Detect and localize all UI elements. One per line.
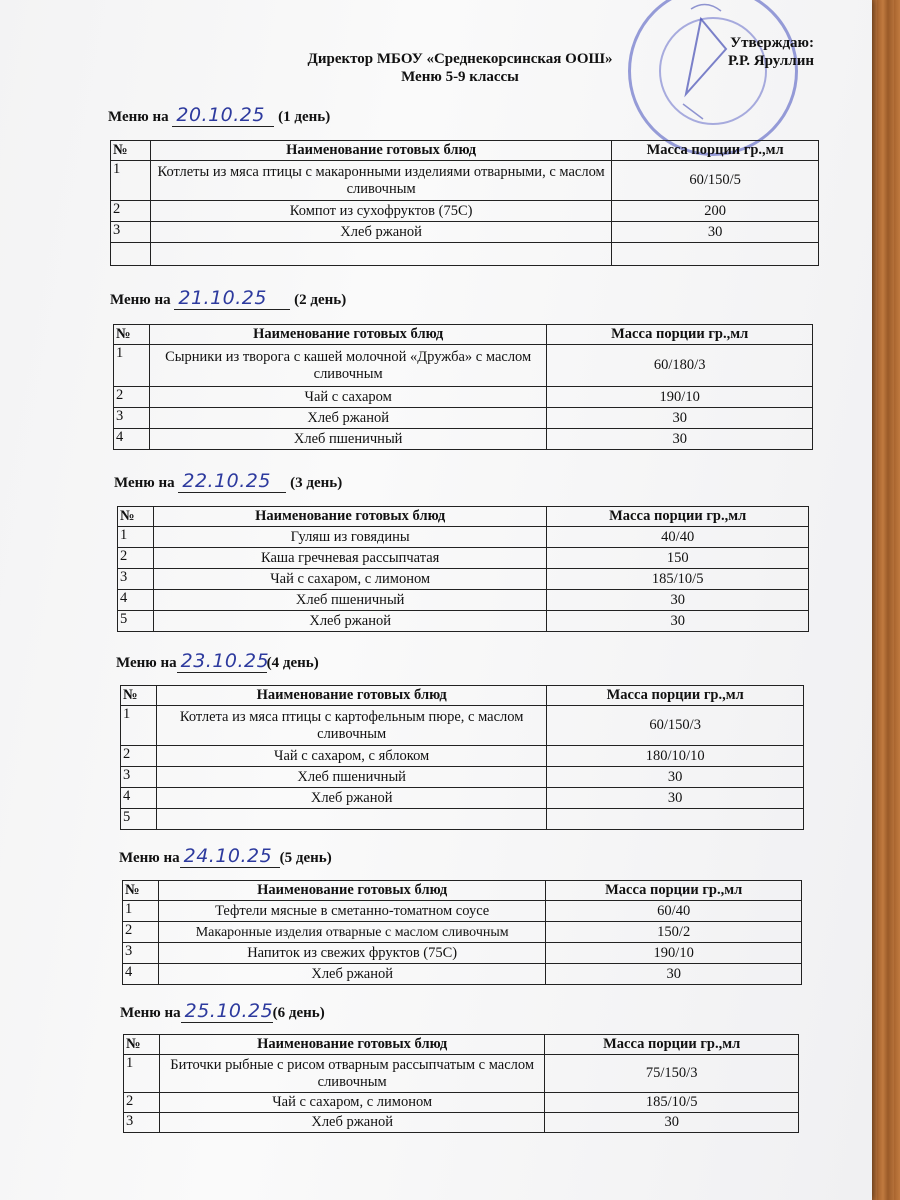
row-mass: 30: [547, 408, 813, 429]
row-num: 2: [114, 387, 150, 408]
menu-day-3-label: [114, 470, 342, 493]
table-row: [114, 429, 813, 450]
row-mass: 30: [547, 788, 804, 809]
row-dish: Чай с сахаром, с яблоком: [156, 746, 546, 767]
table-row: [121, 788, 804, 809]
table-row: [111, 243, 819, 266]
row-num: 4: [118, 590, 154, 611]
menu-table-day-1: [110, 140, 819, 266]
row-num: 2: [123, 922, 159, 943]
row-num: 1: [114, 345, 150, 387]
row-mass: [612, 243, 819, 266]
menu-prefix: Меню на: [114, 475, 175, 491]
row-num: 1: [118, 527, 154, 548]
menu-date: 23.10.25: [177, 650, 267, 673]
table-row: [123, 964, 802, 985]
row-num: 3: [114, 408, 150, 429]
row-mass: 60/40: [546, 901, 802, 922]
menu-prefix: Меню на: [120, 1005, 181, 1021]
menu-day-4-label: [116, 650, 319, 673]
row-dish: Хлеб ржаной: [156, 788, 546, 809]
menu-date: 20.10.25: [172, 104, 274, 127]
row-dish: Хлеб ржаной: [158, 964, 545, 985]
table-row: [114, 408, 813, 429]
row-dish: Сырники из творога с кашей молочной «Дружба» с маслом сливочным: [149, 345, 546, 387]
row-num: 2: [121, 746, 157, 767]
col-mass-header: Масса порции гр.,мл: [547, 325, 813, 345]
menu-prefix: Меню на: [116, 655, 177, 671]
row-num: [111, 243, 151, 266]
table-header-row: [114, 325, 813, 345]
row-num: 4: [123, 964, 159, 985]
row-num: 2: [111, 201, 151, 222]
row-num: 3: [111, 222, 151, 243]
row-dish: Хлеб ржаной: [159, 1113, 544, 1133]
row-dish: Котлета из мяса птицы с картофельным пюре, с маслом сливочным: [156, 706, 546, 746]
row-dish: Чай с сахаром: [149, 387, 546, 408]
row-mass: 30: [612, 222, 819, 243]
row-mass: [547, 809, 804, 830]
table-row: [123, 922, 802, 943]
row-num: 2: [118, 548, 154, 569]
row-mass: 60/180/3: [547, 345, 813, 387]
table-row: [121, 809, 804, 830]
row-mass: 190/10: [547, 387, 813, 408]
col-name-header: Наименование готовых блюд: [158, 881, 545, 901]
menu-date: 22.10.25: [178, 470, 286, 493]
table-row: [123, 943, 802, 964]
class-subtitle: Меню 5-9 классы: [401, 69, 519, 85]
col-name-header: Наименование готовых блюд: [156, 686, 546, 706]
col-num-header: №: [111, 141, 151, 161]
row-dish: Хлеб пшеничный: [153, 590, 546, 611]
menu-table-day-2: [113, 324, 813, 450]
row-dish: Чай с сахаром, с лимоном: [153, 569, 546, 590]
row-mass: 150: [547, 548, 809, 569]
row-mass: 30: [545, 1113, 799, 1133]
row-mass: 185/10/5: [547, 569, 809, 590]
col-name-header: Наименование готовых блюд: [153, 507, 546, 527]
row-dish: Каша гречневая рассыпчатая: [153, 548, 546, 569]
row-num: 3: [123, 943, 159, 964]
menu-day: (6 день): [272, 1005, 325, 1021]
table-row: [124, 1113, 799, 1133]
col-mass-header: Масса порции гр.,мл: [545, 1035, 799, 1055]
row-dish: Хлеб ржаной: [150, 222, 611, 243]
director-line: Директор МБОУ «Среднекорсинская ООШ»: [307, 51, 613, 67]
col-num-header: №: [124, 1035, 160, 1055]
table-row: [118, 548, 809, 569]
row-mass: 40/40: [547, 527, 809, 548]
row-mass: 185/10/5: [545, 1093, 799, 1113]
row-dish: Хлеб ржаной: [149, 408, 546, 429]
table-row: [124, 1093, 799, 1113]
menu-day-2-label: [110, 287, 346, 310]
row-mass: 30: [547, 611, 809, 632]
table-row: [123, 901, 802, 922]
table-row: [121, 706, 804, 746]
table-row: [118, 569, 809, 590]
menu-date: 21.10.25: [174, 287, 290, 310]
document-title: [250, 50, 670, 86]
row-dish: Макаронные изделия отварные с маслом сливочным: [158, 922, 545, 943]
table-row: [114, 387, 813, 408]
row-mass: 150/2: [546, 922, 802, 943]
row-mass: 30: [547, 590, 809, 611]
menu-day: (1 день): [278, 109, 331, 125]
col-mass-header: Масса порции гр.,мл: [546, 881, 802, 901]
col-mass-header: Масса порции гр.,мл: [547, 507, 809, 527]
table-row: [118, 527, 809, 548]
col-name-header: Наименование готовых блюд: [150, 141, 611, 161]
row-num: 4: [114, 429, 150, 450]
row-dish: Хлеб пшеничный: [149, 429, 546, 450]
table-header-row: [118, 507, 809, 527]
row-num: 2: [124, 1093, 160, 1113]
menu-prefix: Меню на: [119, 850, 180, 866]
row-mass: 190/10: [546, 943, 802, 964]
table-header-row: [121, 686, 804, 706]
table-row: [121, 746, 804, 767]
row-num: 3: [121, 767, 157, 788]
table-row: [111, 222, 819, 243]
menu-day-5-label: [119, 845, 332, 868]
table-row: [111, 201, 819, 222]
col-mass-header: Масса порции гр.,мл: [612, 141, 819, 161]
menu-day: (2 день): [294, 292, 347, 308]
col-name-header: Наименование готовых блюд: [159, 1035, 544, 1055]
row-mass: 30: [546, 964, 802, 985]
table-row: [111, 161, 819, 201]
table-header-row: [124, 1035, 799, 1055]
col-name-header: Наименование готовых блюд: [149, 325, 546, 345]
row-num: 1: [124, 1055, 160, 1093]
table-header-row: [111, 141, 819, 161]
row-dish: Компот из сухофруктов (75С): [150, 201, 611, 222]
row-mass: 30: [547, 429, 813, 450]
col-num-header: №: [114, 325, 150, 345]
row-dish: Чай с сахаром, с лимоном: [159, 1093, 544, 1113]
menu-day: (3 день): [290, 475, 343, 491]
menu-table-day-6: [123, 1034, 799, 1133]
row-mass: 75/150/3: [545, 1055, 799, 1093]
approve-label: Утверждаю:: [730, 35, 814, 51]
row-dish: Котлеты из мяса птицы с макаронными изделиями отварными, с маслом сливочным: [150, 161, 611, 201]
row-dish: Биточки рыбные с рисом отварным рассыпчатым с маслом сливочным: [159, 1055, 544, 1093]
approval-block: [728, 34, 814, 70]
menu-date: 24.10.25: [180, 845, 280, 868]
row-mass: 200: [612, 201, 819, 222]
row-dish: Напиток из свежих фруктов (75С): [158, 943, 545, 964]
table-row: [121, 767, 804, 788]
row-mass: 60/150/3: [547, 706, 804, 746]
row-num: 3: [118, 569, 154, 590]
approver-name: Р.Р. Яруллин: [727, 53, 814, 69]
menu-day-6-label: [120, 1000, 325, 1023]
col-num-header: №: [123, 881, 159, 901]
row-dish: [150, 243, 611, 266]
row-dish: Тефтели мясные в сметанно-томатном соусе: [158, 901, 545, 922]
row-mass: 60/150/5: [612, 161, 819, 201]
table-header-row: [123, 881, 802, 901]
row-num: 1: [121, 706, 157, 746]
row-num: 1: [111, 161, 151, 201]
menu-prefix: Меню на: [110, 292, 171, 308]
col-num-header: №: [121, 686, 157, 706]
menu-table-day-4: [120, 685, 804, 830]
row-num: 5: [118, 611, 154, 632]
menu-table-day-3: [117, 506, 809, 632]
menu-date: 25.10.25: [181, 1000, 273, 1023]
row-dish: [156, 809, 546, 830]
table-row: [114, 345, 813, 387]
menu-day: (4 день): [266, 655, 319, 671]
row-num: 5: [121, 809, 157, 830]
col-mass-header: Масса порции гр.,мл: [547, 686, 804, 706]
table-row: [118, 590, 809, 611]
menu-day-1-label: [108, 104, 330, 127]
row-num: 4: [121, 788, 157, 809]
row-mass: 30: [547, 767, 804, 788]
row-dish: Гуляш из говядины: [153, 527, 546, 548]
col-num-header: №: [118, 507, 154, 527]
table-row: [118, 611, 809, 632]
row-num: 3: [124, 1113, 160, 1133]
menu-table-day-5: [122, 880, 802, 985]
row-mass: 180/10/10: [547, 746, 804, 767]
row-dish: Хлеб ржаной: [153, 611, 546, 632]
menu-prefix: Меню на: [108, 109, 169, 125]
table-row: [124, 1055, 799, 1093]
row-num: 1: [123, 901, 159, 922]
row-dish: Хлеб пшеничный: [156, 767, 546, 788]
menu-day: (5 день): [279, 850, 332, 866]
